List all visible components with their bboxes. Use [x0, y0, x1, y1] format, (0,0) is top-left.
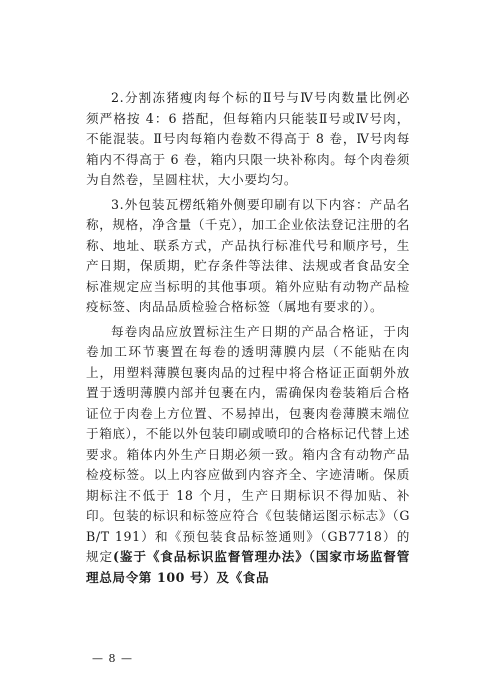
body-text	[86, 88, 410, 588]
paragraph-certificate-requirements	[86, 322, 410, 589]
paragraph-packaging-labels: 3.外包装瓦楞纸箱外侧要印刷有以下内容：产品名称，规格，净含量（千克），加工企业依法登记注册的名称、地址、联系方式，产品执行标准代号和顺序号，生产日期，保质期，贮存条件等法律、法规或者食品安全标准规定应当标明的其他事项。箱外应贴有动物产品检疫标签、肉品品质检验合格标签（属地有要求的）。	[86, 196, 410, 314]
paragraph-certificate-bold-text: (鉴于《食品标识监督管理办法》（国家市场监督管理总局令第 100 号）及《食品	[86, 549, 410, 585]
page-number: — 8 —	[92, 652, 133, 665]
paragraph-certificate-text: 每卷肉品应放置标注生产日期的产品合格证，于肉卷加工环节裹置在每卷的透明薄膜内层（不能贴在肉上，用塑料薄膜包裹肉品的过程中将合格证正面朝外放置于透明薄膜内部并包裹在内，需确保肉卷装箱后合格证位于肉卷上方位置、不易掉出，包裹肉卷薄膜末端位于箱底），不能以外包装印刷或喷印的合格标记代替上述要求。箱体内外生产日期必须一致。箱内含有动物产品检疫标签。以上内容应做到内容齐全、字迹清晰。保质期标注不低于 18 个月，生产日期标识不得加贴、补印。包装的标识和标签应符合《包装储运图示标志》（GB/T 191）和《预包装食品标签通则》（GB7718）的规定	[86, 323, 410, 564]
paragraph-ratio-requirements: 2.分割冻猪瘦肉每个标的Ⅱ号与Ⅳ号肉数量比例必须严格按 4：6 搭配，但每箱内只能装Ⅱ号或Ⅳ号肉，不能混装。Ⅱ号肉每箱内卷数不得高于 8 卷，Ⅳ号肉每箱内不得高于 6 卷，箱内只限一块补称肉。每个肉卷须为自然卷，呈圆柱状，大小要均匀。	[86, 90, 410, 187]
